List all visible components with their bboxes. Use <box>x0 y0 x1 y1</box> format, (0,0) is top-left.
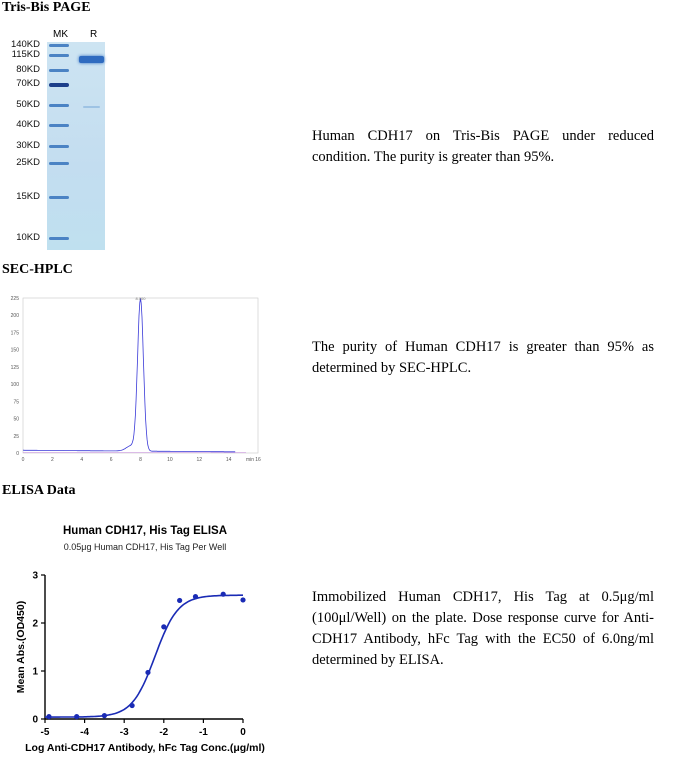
y-tick-label: 1 <box>32 666 38 678</box>
lane-r-label: R <box>90 29 98 40</box>
fit-curve <box>45 595 243 717</box>
y-tick-label: 225 <box>10 296 19 302</box>
y-tick-label: 125 <box>10 364 19 371</box>
elisa-chart-subtitle: 0.05μg Human CDH17, His Tag Per Well <box>63 542 227 552</box>
y-tick-label: 50 <box>13 416 19 423</box>
ladder-band <box>49 83 69 87</box>
x-tick-label: 10 <box>167 457 173 463</box>
ladder-band <box>49 124 69 127</box>
y-tick-label: 25 <box>13 433 19 440</box>
y-tick-label: 200 <box>10 313 19 320</box>
x-tick-label: 2 <box>50 457 54 463</box>
ladder-band <box>49 162 69 165</box>
x-tick-label: -5 <box>40 727 50 738</box>
elisa-x-label: Log Anti-CDH17 Antibody, hFc Tag Conc.(μg/ml) <box>25 742 265 754</box>
ladder-band <box>49 196 69 199</box>
data-point <box>145 670 150 675</box>
elisa-chart-title: Human CDH17, His Tag ELISA <box>62 525 228 537</box>
elisa-description: Immobilized Human CDH17, His Tag at 0.5μg/ml (100μl/Well) on the plate. Dose response curve for Anti-CDH17 Antibody, hFc Tag with the EC50 of 6.0ng/ml determined by ELISA. <box>312 589 654 668</box>
y-tick-label: 0 <box>16 451 19 457</box>
elisa-section-title: ELISA Data <box>2 483 76 498</box>
x-tick-label: -3 <box>119 727 129 738</box>
marker-label-10kd: 10KD <box>16 232 40 243</box>
x-tick-label: 12 <box>196 457 203 463</box>
lane-mk-label: MK <box>53 29 68 40</box>
marker-label-70kd: 70KD <box>16 78 40 89</box>
y-tick-label: 175 <box>10 330 19 337</box>
data-point <box>46 714 51 719</box>
y-tick-label: 150 <box>10 347 19 354</box>
chromatogram-line <box>23 298 235 452</box>
plot-frame <box>23 298 258 453</box>
sample-band <box>79 56 104 63</box>
data-point <box>240 597 245 602</box>
x-tick-label: -1 <box>198 727 208 738</box>
marker-label-15kd: 15KD <box>16 191 40 202</box>
sec-description: The purity of Human CDH17 is greater than 95% as determined by SEC-HPLC. <box>312 339 654 376</box>
peak-label: 8.000 <box>135 296 146 301</box>
y-tick-label: 0 <box>32 714 38 726</box>
page-description: Human CDH17 on Tris-Bis PAGE under reduced condition. The purity is greater than 95%. <box>312 128 654 165</box>
faint-band <box>83 106 100 108</box>
data-point <box>74 714 79 719</box>
x-tick-label: 8 <box>139 457 142 463</box>
marker-label-40kd: 40KD <box>16 119 40 130</box>
sec-hplc-chart <box>0 290 262 470</box>
elisa-y-label: Mean Abs.(OD450) <box>15 600 27 694</box>
data-point <box>130 703 135 708</box>
x-tick-label: 14 <box>225 457 232 463</box>
data-point <box>221 592 226 597</box>
ladder-band <box>49 69 69 72</box>
data-point <box>102 713 107 718</box>
data-point <box>161 624 166 629</box>
y-tick-label: 100 <box>10 382 19 389</box>
x-tick-label: 0 <box>240 727 246 738</box>
ladder-band <box>49 44 69 47</box>
y-tick-label: 2 <box>32 618 38 630</box>
x-tick-label: 6 <box>109 457 113 463</box>
x-tick-label: 4 <box>80 457 84 463</box>
page-section-title: Tris-Bis PAGE <box>2 0 91 15</box>
x-tick-label: -4 <box>80 727 90 738</box>
ladder-band <box>49 237 69 240</box>
data-point <box>193 594 198 599</box>
marker-label-80kd: 80KD <box>16 64 40 75</box>
marker-label-30kd: 30KD <box>16 140 40 151</box>
x-unit-label: min <box>245 457 254 463</box>
elisa-chart <box>0 520 290 765</box>
ladder-band <box>49 54 69 57</box>
x-tick-label: -2 <box>159 727 169 738</box>
x-tick-label: 0 <box>21 457 25 463</box>
ladder-band <box>49 145 69 148</box>
marker-label-140kd: 140KD <box>10 39 40 50</box>
marker-label-50kd: 50KD <box>16 99 40 110</box>
data-point <box>177 598 182 603</box>
marker-label-25kd: 25KD <box>16 157 40 168</box>
sec-section-title: SEC-HPLC <box>2 262 73 277</box>
ladder-band <box>49 104 69 107</box>
x-tick-label: 16 <box>255 457 261 463</box>
y-tick-label: 3 <box>32 570 38 582</box>
y-tick-label: 75 <box>13 399 19 406</box>
marker-label-115kd: 115KD <box>11 49 40 60</box>
